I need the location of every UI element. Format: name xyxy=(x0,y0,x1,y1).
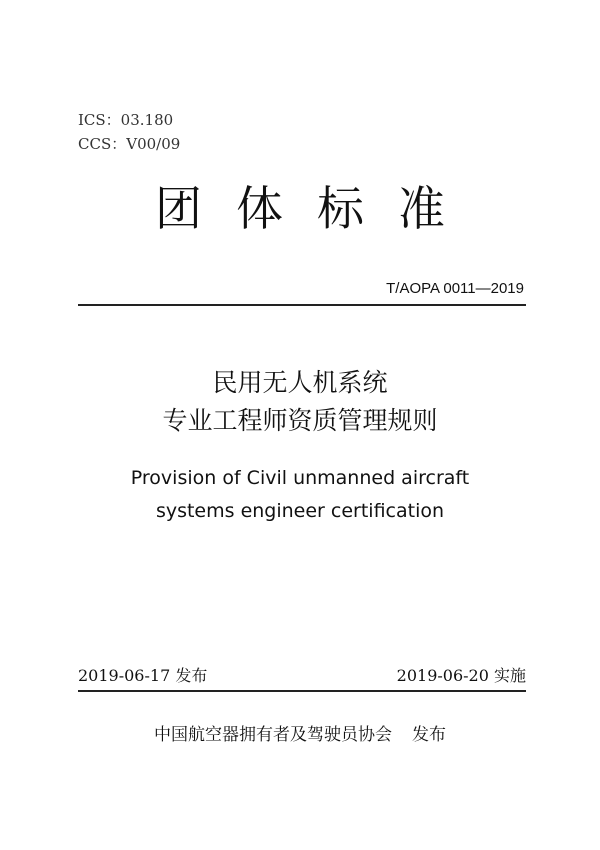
english-title xyxy=(0,462,600,528)
standard-number: T/AOPA 0011—2019 xyxy=(386,280,524,297)
publisher-name: 中国航空器拥有者及驾驶员协会 xyxy=(154,725,392,745)
ics-code: ICS：03.180 xyxy=(78,111,174,129)
english-title-line-1: Provision of Civil unmanned aircraft xyxy=(130,467,470,489)
chinese-title-line-2: 专业工程师资质管理规则 xyxy=(162,406,438,435)
ccs-code: CCS：V00/09 xyxy=(78,135,181,153)
publish-date: 2019-06-17 发布 xyxy=(78,666,208,685)
chinese-title-line-1: 民用无人机系统 xyxy=(212,368,388,397)
top-divider xyxy=(78,304,526,306)
chinese-title xyxy=(0,364,600,440)
publisher-line xyxy=(0,720,600,745)
english-title-line-2: systems engineer certification xyxy=(155,500,445,522)
classification-codes xyxy=(78,108,180,156)
document-type-title: 团体标准 xyxy=(155,182,479,237)
implementation-date: 2019-06-20 实施 xyxy=(396,666,526,685)
bottom-divider xyxy=(78,690,526,692)
publisher-action: 发布 xyxy=(412,725,446,745)
